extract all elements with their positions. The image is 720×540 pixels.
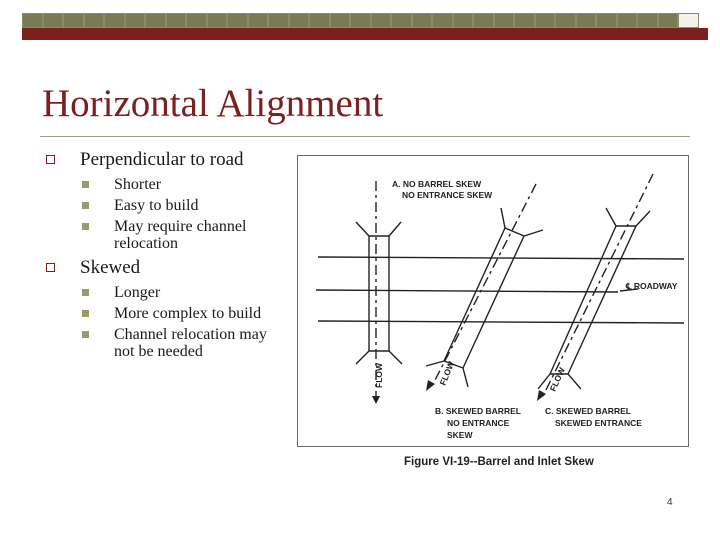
page-number: 4 (667, 497, 673, 508)
barrel-a-wingwall (389, 222, 401, 236)
header-cell (535, 13, 556, 28)
header-cell (330, 13, 351, 28)
barrel-b-right-wall (463, 236, 524, 368)
culvert-skew-diagram (298, 156, 690, 448)
header-cell (248, 13, 269, 28)
header-cell (555, 13, 576, 28)
hollow-square-bullet-icon (46, 263, 55, 272)
flow-arrow-b-icon (426, 380, 435, 391)
barrel-b-left-wall (444, 228, 505, 361)
label-b-line3: SKEW (447, 430, 473, 440)
header-cell (514, 13, 535, 28)
header-cell (432, 13, 453, 28)
header-cell (84, 13, 105, 28)
label-b-line2: NO ENTRANCE (447, 418, 510, 428)
bullet-item (44, 258, 274, 360)
sub-bullet-text: May require channel relocation (114, 218, 247, 252)
header-cell (166, 13, 187, 28)
label-a-line1: A. NO BARREL SKEW (392, 179, 482, 189)
barrel-c-wingwall (636, 211, 650, 226)
sub-bullet-text: Longer (114, 284, 161, 301)
header-cell (268, 13, 289, 28)
flow-arrow-c-icon (537, 390, 546, 401)
header-cell (43, 13, 64, 28)
flow-label-a: FLOW (374, 362, 384, 388)
header-cell (494, 13, 515, 28)
header-cell (658, 13, 679, 28)
flow-label-c: FLOW (547, 365, 568, 393)
label-b-line1: B. SKEWED BARREL (435, 406, 521, 416)
bullet-text: Perpendicular to road (80, 149, 244, 170)
filled-square-bullet-icon (82, 289, 89, 296)
header-cell (22, 13, 43, 28)
sub-bullet-item (80, 284, 274, 301)
sub-bullet-text: Shorter (114, 176, 162, 193)
flow-axis-b (433, 184, 536, 384)
sub-bullet-item (80, 305, 274, 322)
barrel-c-right-wall (568, 226, 636, 374)
sub-bullet-text: Easy to build (114, 197, 199, 214)
header-accent-bar (22, 28, 708, 40)
flow-label-b: FLOW (437, 359, 457, 387)
figure-caption: Figure VI-19--Barrel and Inlet Skew (404, 456, 594, 468)
barrel-b-wingwall (426, 361, 444, 366)
filled-square-bullet-icon (82, 331, 89, 338)
roadway-centerline (316, 290, 618, 292)
culvert-skew-figure (297, 155, 689, 447)
barrel-b-inlet-face (505, 228, 524, 236)
header-cell (453, 13, 474, 28)
sub-bullet-text: More complex to build (114, 305, 262, 322)
filled-square-bullet-icon (82, 181, 89, 188)
sub-bullet-item (80, 218, 274, 252)
header-cell (227, 13, 248, 28)
flow-arrow-a-icon (372, 396, 380, 404)
header-cell (371, 13, 392, 28)
header-cell (576, 13, 597, 28)
header-cell (473, 13, 494, 28)
roadway-edge-line-bottom (318, 321, 684, 323)
header-cell (309, 13, 330, 28)
barrel-a-wingwall (356, 351, 369, 364)
hollow-square-bullet-icon (46, 155, 55, 164)
header-cell (596, 13, 617, 28)
barrel-b-wingwall (524, 230, 543, 236)
header-cell (186, 13, 207, 28)
header-cell (125, 13, 146, 28)
label-c-line1: C. SKEWED BARREL (545, 406, 631, 416)
barrel-c-left-wall (550, 226, 616, 374)
header-cell (207, 13, 228, 28)
barrel-c-wingwall (606, 208, 616, 226)
header-cell (104, 13, 125, 28)
top-decoration-bar (0, 0, 720, 42)
header-cell (637, 13, 658, 28)
header-cell (145, 13, 166, 28)
header-cell (350, 13, 371, 28)
barrel-a-wingwall (356, 222, 369, 236)
roadway-label: ℄ ROADWAY (626, 281, 678, 291)
label-a-line2: NO ENTRANCE SKEW (402, 190, 493, 200)
sub-bullet-list (80, 284, 274, 360)
bullet-item (44, 150, 274, 252)
header-cell (289, 13, 310, 28)
bullet-text: Skewed (80, 257, 141, 278)
header-cell-highlight (678, 13, 699, 28)
barrel-a-wingwall (389, 351, 402, 364)
sub-bullet-item (80, 326, 274, 360)
header-cell-strip (22, 13, 699, 28)
barrel-c-wingwall (568, 374, 581, 389)
barrel-b-wingwall (501, 208, 505, 228)
sub-bullet-text: Channel relocation may not be needed (114, 326, 267, 360)
header-cell (391, 13, 412, 28)
label-c-line2: SKEWED ENTRANCE (555, 418, 642, 428)
filled-square-bullet-icon (82, 310, 89, 317)
sub-bullet-list (80, 176, 274, 252)
filled-square-bullet-icon (82, 223, 89, 230)
slide-title: Horizontal Alignment (42, 82, 384, 125)
title-divider (40, 136, 690, 137)
barrel-b-wingwall (463, 368, 468, 387)
filled-square-bullet-icon (82, 202, 89, 209)
sub-bullet-item (80, 197, 274, 214)
header-cell (63, 13, 84, 28)
header-cell (412, 13, 433, 28)
sub-bullet-item (80, 176, 274, 193)
bullet-list (44, 150, 274, 360)
header-cell (617, 13, 638, 28)
roadway-edge-line-top (318, 257, 684, 259)
